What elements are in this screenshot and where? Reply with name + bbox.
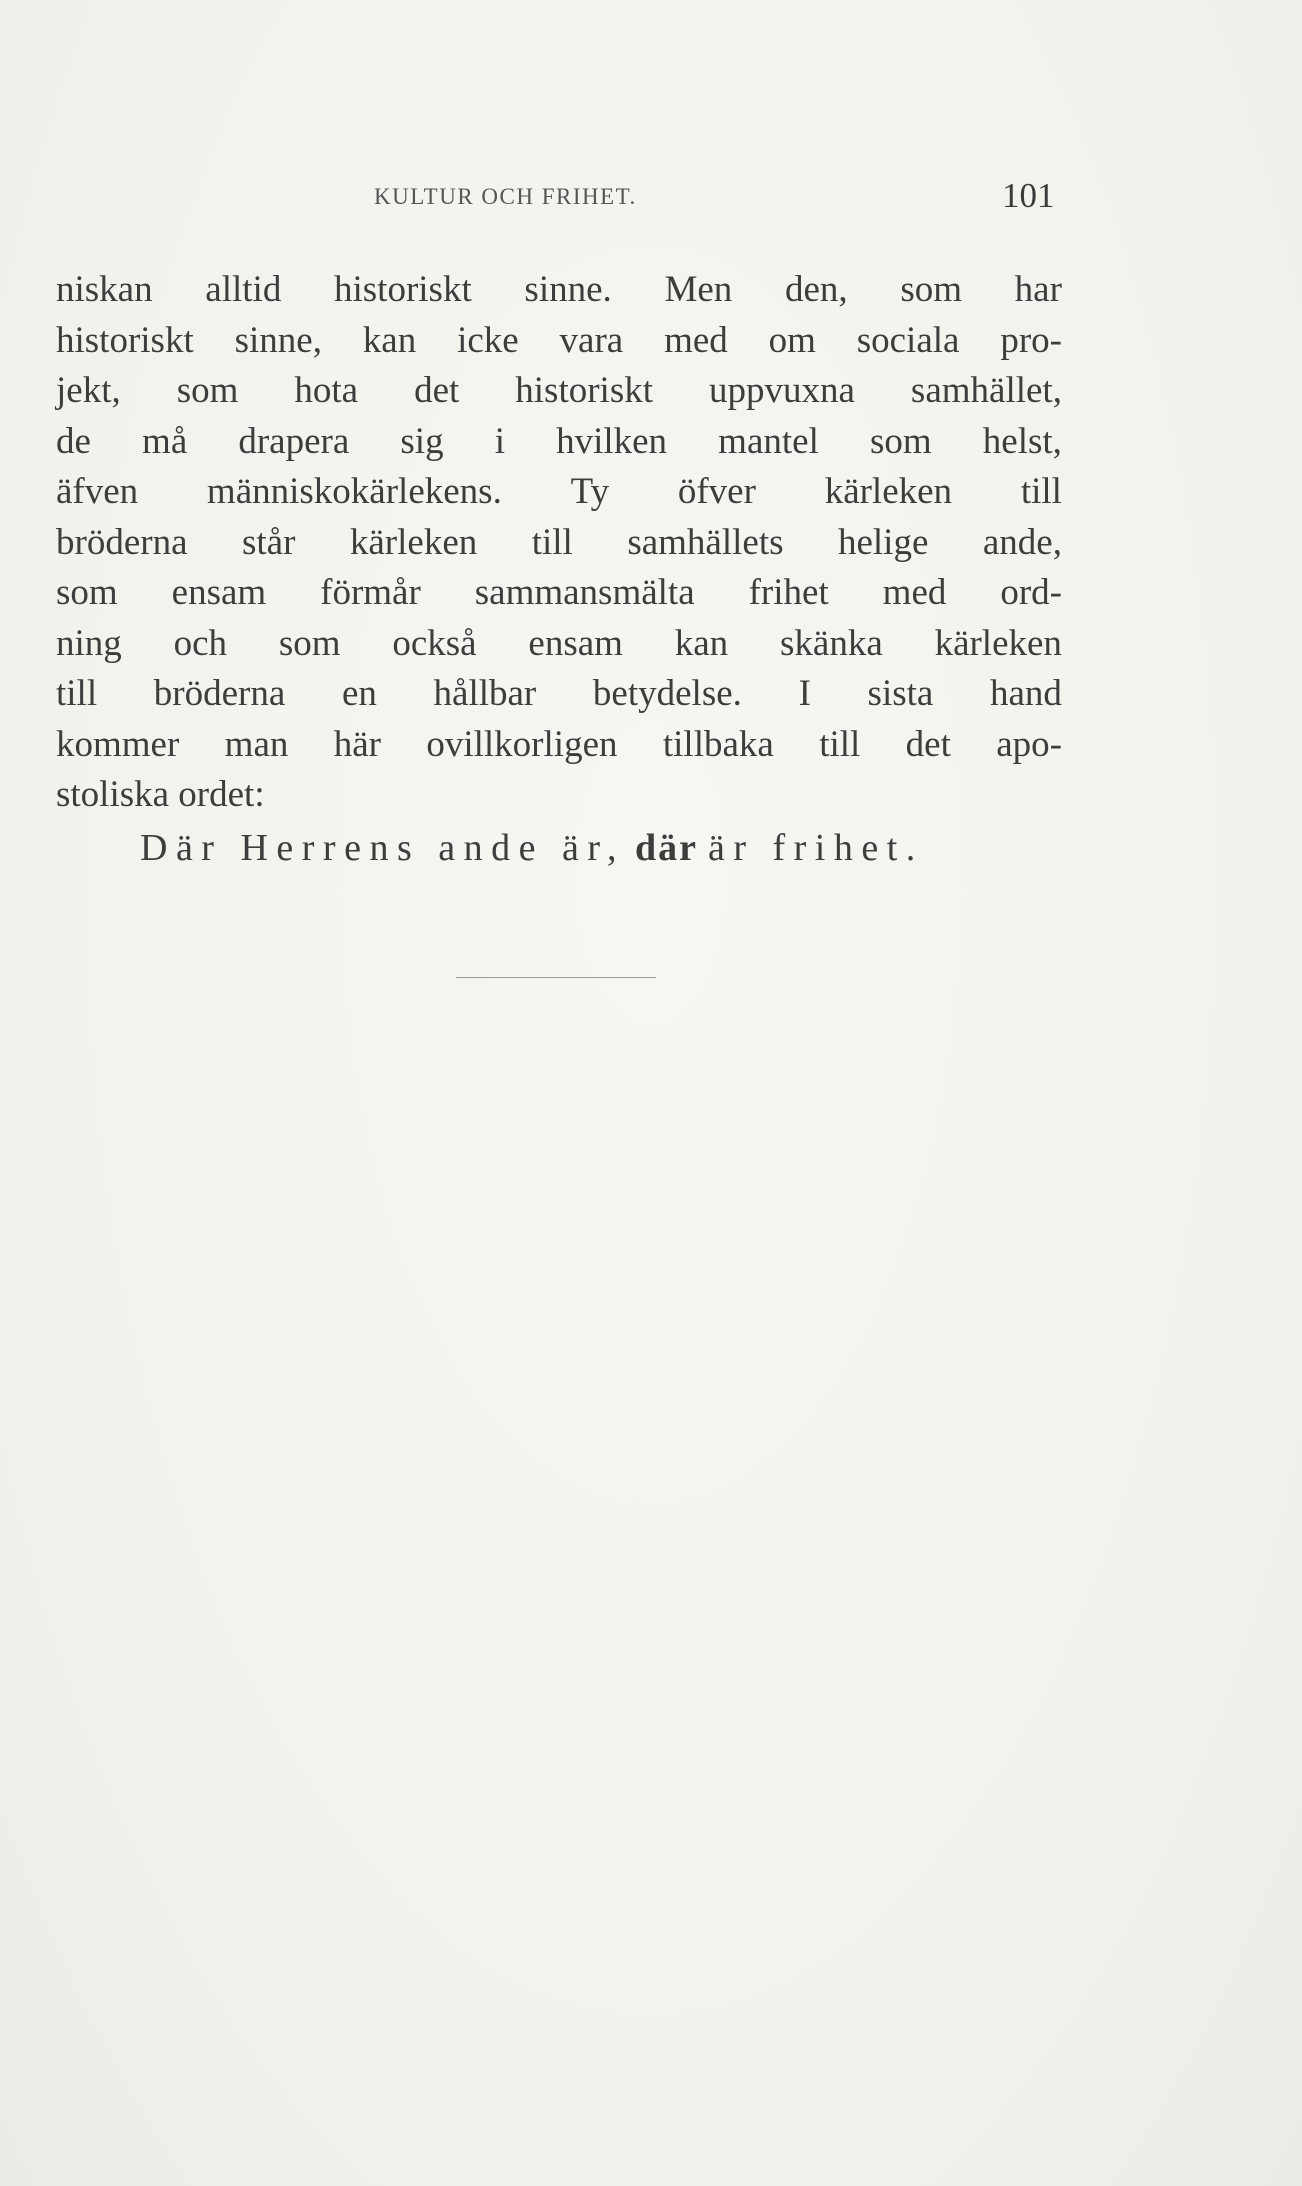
text-line bbox=[56, 366, 1062, 417]
word: tillbaka bbox=[662, 723, 774, 765]
word: kärleken bbox=[824, 471, 953, 512]
word: äfven bbox=[56, 471, 139, 512]
word: de bbox=[56, 420, 91, 462]
word: och bbox=[173, 622, 228, 664]
word: människokärlekens. bbox=[206, 471, 502, 512]
word: den, bbox=[784, 269, 848, 310]
word: ovillkorligen bbox=[426, 723, 618, 765]
word: kärleken bbox=[349, 521, 478, 563]
word: samhällets bbox=[627, 521, 784, 563]
text-line: stoliska ordet: bbox=[56, 774, 265, 815]
word: som bbox=[56, 572, 118, 613]
word: jekt, bbox=[56, 370, 121, 411]
word: mantel bbox=[718, 420, 819, 462]
word: sig bbox=[400, 420, 444, 462]
word: sinne, bbox=[234, 319, 322, 361]
word: Men bbox=[664, 269, 733, 310]
word: sociala bbox=[856, 319, 960, 361]
word: historiskt bbox=[515, 370, 654, 411]
word: apo- bbox=[996, 723, 1062, 765]
body-text bbox=[56, 265, 1062, 821]
word: historiskt bbox=[56, 319, 194, 361]
quote-emphasis: där bbox=[634, 827, 698, 869]
word: I bbox=[798, 673, 811, 714]
word: som bbox=[278, 622, 341, 664]
text-line bbox=[56, 720, 1062, 771]
word: samhället, bbox=[910, 370, 1062, 411]
word: ensam bbox=[528, 622, 623, 664]
word: hand bbox=[989, 673, 1062, 714]
word: hota bbox=[294, 370, 359, 411]
word: helige bbox=[837, 521, 929, 563]
page-number: 101 bbox=[1002, 176, 1055, 215]
word: kan bbox=[362, 319, 417, 361]
word: står bbox=[241, 521, 296, 563]
word: som bbox=[176, 370, 239, 411]
word: en bbox=[341, 673, 377, 714]
word: icke bbox=[457, 319, 519, 361]
word: till bbox=[531, 521, 573, 563]
word: med bbox=[664, 319, 728, 361]
quote-text-before: Där Herrens ande är, bbox=[140, 827, 625, 869]
word: vara bbox=[559, 319, 624, 361]
word: om bbox=[768, 319, 816, 361]
word: det bbox=[905, 723, 951, 765]
word: bröderna bbox=[56, 521, 188, 563]
word: i bbox=[494, 420, 505, 462]
word: Ty bbox=[570, 471, 610, 512]
word: ensam bbox=[171, 572, 267, 613]
word: man bbox=[224, 723, 289, 765]
end-rule bbox=[456, 977, 656, 978]
text-line bbox=[56, 265, 1062, 316]
word: som bbox=[900, 269, 962, 310]
text-line bbox=[56, 467, 1062, 518]
text-line bbox=[56, 417, 1062, 468]
text-line bbox=[56, 619, 1062, 670]
running-head bbox=[0, 176, 1302, 216]
word: drapera bbox=[238, 420, 350, 462]
word: frihet bbox=[748, 572, 829, 613]
word: uppvuxna bbox=[709, 370, 855, 411]
word: pro- bbox=[1000, 319, 1062, 361]
scripture-quote bbox=[140, 822, 924, 874]
text-line bbox=[56, 669, 1062, 720]
word: det bbox=[414, 370, 460, 411]
word: har bbox=[1014, 269, 1062, 310]
text-line bbox=[56, 316, 1062, 367]
text-line bbox=[56, 568, 1062, 619]
word: sammansmälta bbox=[474, 572, 695, 613]
word: till bbox=[1020, 471, 1062, 512]
word: betydelse. bbox=[592, 673, 742, 714]
word: hållbar bbox=[433, 673, 537, 714]
word: som bbox=[869, 420, 932, 462]
word: ning bbox=[56, 622, 122, 664]
word: till bbox=[819, 723, 861, 765]
word: också bbox=[392, 622, 477, 664]
word: niskan bbox=[56, 269, 153, 310]
word: öfver bbox=[677, 471, 756, 512]
word: kan bbox=[674, 622, 729, 664]
text-line bbox=[56, 518, 1062, 569]
word: med bbox=[882, 572, 947, 613]
word: sinne. bbox=[524, 269, 612, 310]
word: historiskt bbox=[334, 269, 472, 310]
word: må bbox=[142, 420, 188, 462]
word: förmår bbox=[320, 572, 421, 613]
word: kärleken bbox=[934, 622, 1062, 664]
word: bröderna bbox=[153, 673, 286, 714]
word: skänka bbox=[780, 622, 883, 664]
word: kommer bbox=[56, 723, 180, 765]
running-title: KULTUR OCH FRIHET. bbox=[374, 184, 637, 209]
word: hvilken bbox=[556, 420, 668, 462]
word: här bbox=[333, 723, 381, 765]
quote-text-after: är frihet. bbox=[707, 827, 924, 869]
word: alltid bbox=[205, 269, 282, 310]
word: ord- bbox=[1000, 572, 1062, 613]
word: till bbox=[56, 673, 98, 714]
word: sista bbox=[867, 673, 934, 714]
word: ande, bbox=[982, 521, 1062, 563]
word: helst, bbox=[982, 420, 1062, 462]
